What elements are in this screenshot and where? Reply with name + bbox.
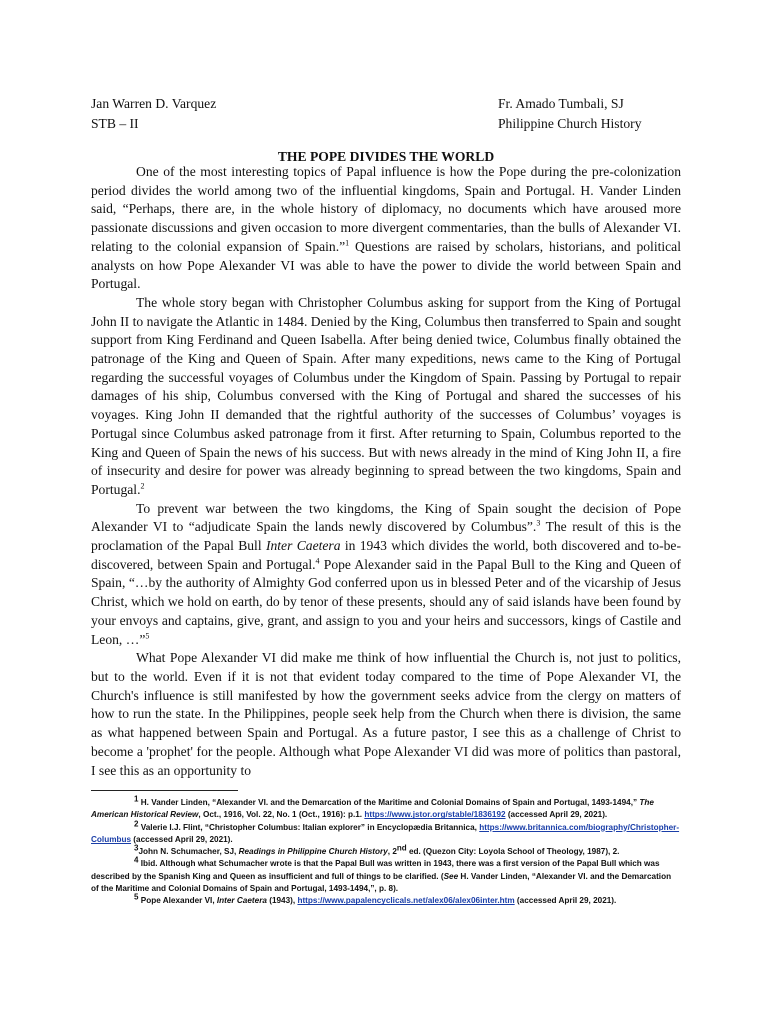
footnote-1-text-c: (accessed April 29, 2021). [505, 810, 608, 820]
footnote-2-text-a: Valerie I.J. Flint, “Christopher Columbus: Italian explorer” in Encyclopædia Britannica, [138, 822, 480, 832]
paragraph-1 [91, 163, 681, 294]
paragraph-2-text: The whole story began with Christopher Columbus asking for support from the King of Portugal John II to navigate the Atlantic in 1484. Denied by the King, Columbus then transferred to Spain and sought support from King Ferdinand and Queen Isabella. After being denied twice, Columbus finally obtained the patronage of the King and Queen of Spain. After many expeditions, news came to the King of Portugal regarding the successful voyages of Columbus under the Kingdom of Spain. Passing by Portugal to repair damages of his ship, Columbus conversed with the King of Portugal and shared the successes of his voyages. King John II demanded that the rightful authority of the successes of Columbus’ voyages is Portugal since Columbus asked patronage from it first. After returning to Spain, Columbus reported to the King and Queen of Spain the news of his success. But with news already in the mind of King John II, a fire of insecurity and desire for power was already beginning to spread between the two kingdoms, Spain and Portugal. [91, 294, 681, 497]
footnote-5 [91, 892, 681, 907]
footnote-4-see: See [443, 871, 459, 881]
footnote-1-link[interactable]: https://www.jstor.org/stable/1836192 [364, 810, 506, 820]
paragraph-1-text-b: Questions are raised by scholars, historians, and political analysts on how Pope Alexander VI was able to have the power to divide the world between Spain and Portugal. [91, 238, 681, 292]
footnote-2 [91, 818, 681, 847]
header-row-1 [91, 94, 681, 114]
footnote-ref-5[interactable]: 5 [145, 631, 150, 641]
footnote-3-ordinal: nd [396, 843, 407, 853]
footnote-3-text-c: ed. (Quezon City: Loyola School of Theology, 1987), 2. [406, 847, 620, 857]
footnote-separator [91, 790, 238, 791]
footnote-4-number: 4 [134, 855, 139, 865]
footnote-5-text-a: Pope Alexander VI, [138, 896, 217, 906]
footnote-ref-4[interactable]: 4 [315, 556, 320, 566]
author-name: Jan Warren D. Varquez [91, 96, 217, 111]
footnote-5-title: Inter Caetera [216, 896, 267, 906]
paragraph-3-text-b: The result of this is the proclamation of the Papal Bull [91, 519, 681, 554]
footnote-3 [91, 843, 681, 858]
footnote-3-book: Readings in Philippine Church History [238, 847, 388, 857]
footnotes [91, 794, 681, 908]
footnote-ref-1[interactable]: 1 [345, 238, 350, 248]
footnote-5-text-c: (accessed April 29, 2021). [514, 896, 617, 906]
footnote-3-text-b: , 2 [387, 847, 397, 857]
footnote-ref-3[interactable]: 3 [536, 518, 541, 528]
footnote-4 [91, 855, 681, 895]
document-header [91, 94, 681, 134]
footnote-4-text-b: H. Vander Linden, “Alexander VI. and the Demarcation of the Maritime and Colonial Domains of Spain and Portugal, 1493-1494,”, p. 8). [91, 871, 672, 894]
footnote-4-text-a: Ibid. Although what Schumacher wrote is that the Papal Bull was written in 1943, there was a first version of the Papal Bull which was described by the Spanish King and Queen as insufficient and full of things to be clarified. ( [91, 859, 660, 881]
paragraph-3-text-d: Pope Alexander said in the Papal Bull to the King and Queen of Spain, “…by the authority of Almighty God conferred upon us in blessed Peter and of the vicarship of Jesus Christ, which we hold on earth, do by tenor of these presents, should any of said islands have been found by your envoys and captains, give, grant, and assign to you and your heirs and successors, kings of Castile and Leon, …” [91, 556, 681, 647]
papal-bull-title: Inter Caetera [265, 538, 341, 554]
paragraph-3-text-a: To prevent war between the two kingdoms, the King of Spain sought the decision of Pope Alexander VI to “adjudicate Spain the lands newly discovered by Columbus”. [91, 500, 681, 535]
paragraph-2 [91, 294, 681, 500]
header-row-2 [91, 114, 681, 134]
page-title: THE POPE DIVIDES THE WORLD [277, 149, 495, 164]
paragraph-1-text-a: One of the most interesting topics of Papal influence is how the Pope during the pre-colonization period divides the world among two of the influential kingdoms, Spain and Portugal. H. Vander Linden said, “Perhaps, there are, in the whole history of diplomacy, no documents which have aroused more passionate discussions and given occasion to more divergent commentaries, than the bulls of Alexander VI. relating to the colonial expansion of Spain.” [91, 164, 681, 254]
footnote-5-text-b: (1943), [266, 896, 298, 906]
footnote-1-text-b: , Oct., 1916, Vol. 22, No. 1 (Oct., 1916): p.1. [198, 810, 365, 820]
footnote-3-number: 3 [134, 843, 139, 853]
footnote-1-number: 1 [134, 794, 139, 804]
paragraph-3-text-c: in 1943 which divides the world, both discovered and to-be-discovered, between Spain and Portugal. [91, 538, 681, 572]
paragraph-3 [91, 500, 681, 650]
footnote-5-number: 5 [134, 892, 139, 902]
footnote-2-text-b: (accessed April 29, 2021). [131, 834, 233, 844]
footnote-2-link[interactable]: https://www.britannica.com/biography/Christopher-Columbus [91, 822, 680, 844]
footnote-ref-2[interactable]: 2 [140, 481, 145, 491]
footnote-1 [91, 794, 681, 822]
footnote-3-text-a: John N. Schumacher, SJ, [138, 847, 239, 857]
essay-body [91, 163, 681, 780]
course-name: Philippine Church History [498, 116, 642, 131]
footnote-5-link[interactable]: https://www.papalencyclicals.net/alex06/alex06inter.htm [297, 896, 515, 906]
course-code: STB – II [91, 116, 139, 131]
paragraph-4: What Pope Alexander VI did make me think of how influential the Church is, not just to politics, but to the world. Even if it is not that evident today compared to the time of Pope Alexander VI, the Church's influence is still manifested by how the government seeks advice from the clergy on matters of how to run the state. In the Philippines, people seek help from the Church when there is division, the same as what happened between Spain and Portugal. As a future pastor, I see this as a challenge of Christ to become a 'prophet' for the people. Although what Pope Alexander VI did was more of politics than pastoral, I see this as an opportunity to [91, 650, 681, 778]
professor-name: Fr. Amado Tumbali, SJ [498, 96, 624, 111]
footnote-2-number: 2 [134, 818, 139, 828]
footnote-1-journal: The American Historical Review [91, 798, 654, 820]
footnote-1-text-a: H. Vander Linden, “Alexander VI. and the Demarcation of the Maritime and Colonial Domains of Spain and Portugal, 1493-1494,” [138, 798, 640, 807]
